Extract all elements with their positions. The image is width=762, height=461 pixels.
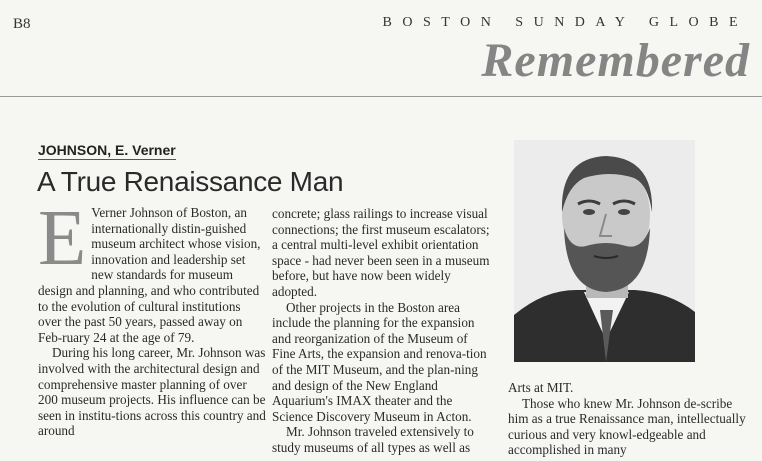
article-column-1 <box>38 195 266 439</box>
paragraph: Other projects in the Boston area include the planning for the expansion and reorganization of the Museum of Fine Arts, the expansion and renova-tion of the MIT Museum, and the plan-ning and design of the New England Aquarium's IMAX theater and the Science Discovery Museum in Acton. <box>272 299 487 424</box>
article-column-2 <box>272 206 494 456</box>
obituary-byline: JOHNSON, E. Verner <box>38 142 176 158</box>
paragraph: Arts at MIT. <box>508 380 574 395</box>
section-title: Remembered <box>481 34 750 87</box>
portrait-photo <box>514 140 695 362</box>
drop-cap: E <box>38 195 87 282</box>
article-column-3 <box>508 380 746 458</box>
paragraph: Verner Johnson of Boston, an internationally distin-guished museum architect whose vision, innovation and leadership set new standards for museum design and planning, and who contributed to the evolution of cultural institutions over the past 50 years, passed away on Feb-ruary 24 at the age of 79. <box>38 205 261 345</box>
newspaper-name: BOSTON SUNDAY GLOBE <box>382 15 748 30</box>
page-number: B8 <box>13 16 31 32</box>
paragraph: Mr. Johnson traveled extensively to study museums of all types as well as <box>272 424 474 455</box>
header-divider <box>0 96 762 97</box>
paragraph: During his long career, Mr. Johnson was involved with the architectural design and comprehensive master planning of over 200 museum projects. His influence can be seen in institu-tions across this country and around <box>38 345 266 439</box>
article-headline: A True Renaissance Man <box>37 166 344 197</box>
paragraph: Those who knew Mr. Johnson de-scribe him as a true Renaissance man, intellectually curious and very knowl-edgeable and accomplished in many <box>508 395 746 458</box>
paragraph: concrete; glass railings to increase visual connections; the first museum escalators; a central multi-level exhibit orientation space - had never been seen in a museum before, but have now been widely adopted. <box>272 206 490 299</box>
